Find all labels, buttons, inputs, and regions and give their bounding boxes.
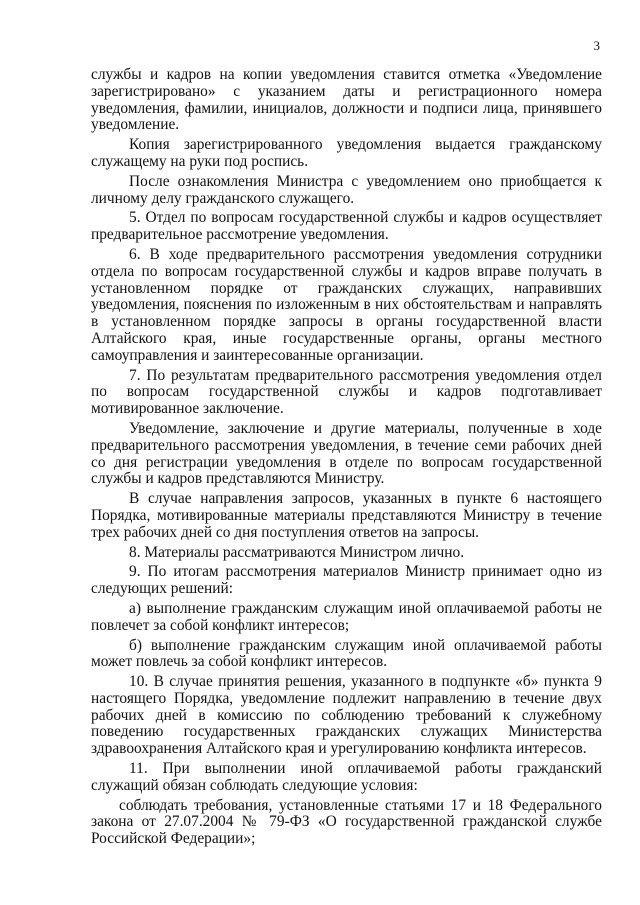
paragraph-item-8: 8. Материалы рассматриваются Министром лично.: [129, 543, 465, 561]
paragraph-item-6: 6. В ходе предварительного рассмотрения уведомления сотрудники отдела по вопросам государственной службы и кадров вправе получать в установленном порядке от гражданских служащих, направивших уведомления, пояснения по изложенным в них обстоятельствам и направлять в установленном порядке запросы в органы государственной власти Алтайского края, иные государственные органы, органы местного самоуправления и заинтересованные организации.: [91, 245, 602, 364]
page-number: 3: [593, 38, 600, 53]
paragraph-copy-issued: Копия зарегистрированного уведомления выдается гражданскому служащему на руки под роспись.: [91, 136, 602, 170]
paragraph-condition-1: соблюдать требования, установленные статьями 17 и 18 Федерального закона от 27.07.2004 № 79-ФЗ «О государственной гражданской службе Российской Федерации»;: [91, 796, 602, 848]
paragraph-item-5: 5. Отдел по вопросам государственной службы и кадров осуществляет предварительное рассмотрение уведомления.: [91, 209, 602, 244]
paragraph-attached-to-file: После ознакомления Министра с уведомлением оно приобщается к личному делу гражданского служащего.: [91, 172, 602, 207]
paragraph-materials-submitted: Уведомление, заключение и другие материалы, полученные в ходе предварительного рассмотрения уведомления, в течение семи рабочих дней со дня регистрации уведомления в отделе по вопросам государственной службы и кадров представляются Министру.: [91, 419, 602, 488]
document-body: [91, 67, 602, 848]
paragraph-item-9: 9. По итогам рассмотрения материалов Министр принимает одно из следующих решений:: [91, 563, 602, 598]
paragraph-decision-b: б) выполнение гражданским служащим иной оплачиваемой работы может повлечь за собой конфликт интересов.: [91, 636, 602, 671]
paragraph-item-11: 11. При выполнении иной оплачиваемой работы гражданский служащий обязан соблюдать следующие условия:: [91, 760, 602, 794]
paragraph-decision-a: а) выполнение гражданским служащим иной оплачиваемой работы не повлечет за собой конфликт интересов;: [91, 599, 602, 634]
paragraph-requests-case: В случае направления запросов, указанных в пункте 6 настоящего Порядка, мотивированные материалы представляются Министру в течение трех рабочих дней со дня поступления ответов на запросы.: [91, 490, 602, 541]
paragraph-continuation: службы и кадров на копии уведомления ставится отметка «Уведомление зарегистрировано» с указанием даты и регистрационного номера уведомления, фамилии, инициалов, должности и подписи лица, принявшего уведомление.: [91, 66, 602, 134]
paragraph-item-10: 10. В случае принятия решения, указанного в подпункте «б» пункта 9 настоящего Порядка, уведомление подлежит направлению в течение двух рабочих дней в комиссию по соблюдению требований к служебному поведению государственных гражданских служащих Министерства здравоохранения Алтайского края и урегулированию конфликта интересов.: [91, 673, 602, 758]
paragraph-item-7: 7. По результатам предварительного рассмотрения уведомления отдел по вопросам государственной службы и кадров подготавливает мотивированное заключение.: [91, 366, 602, 418]
